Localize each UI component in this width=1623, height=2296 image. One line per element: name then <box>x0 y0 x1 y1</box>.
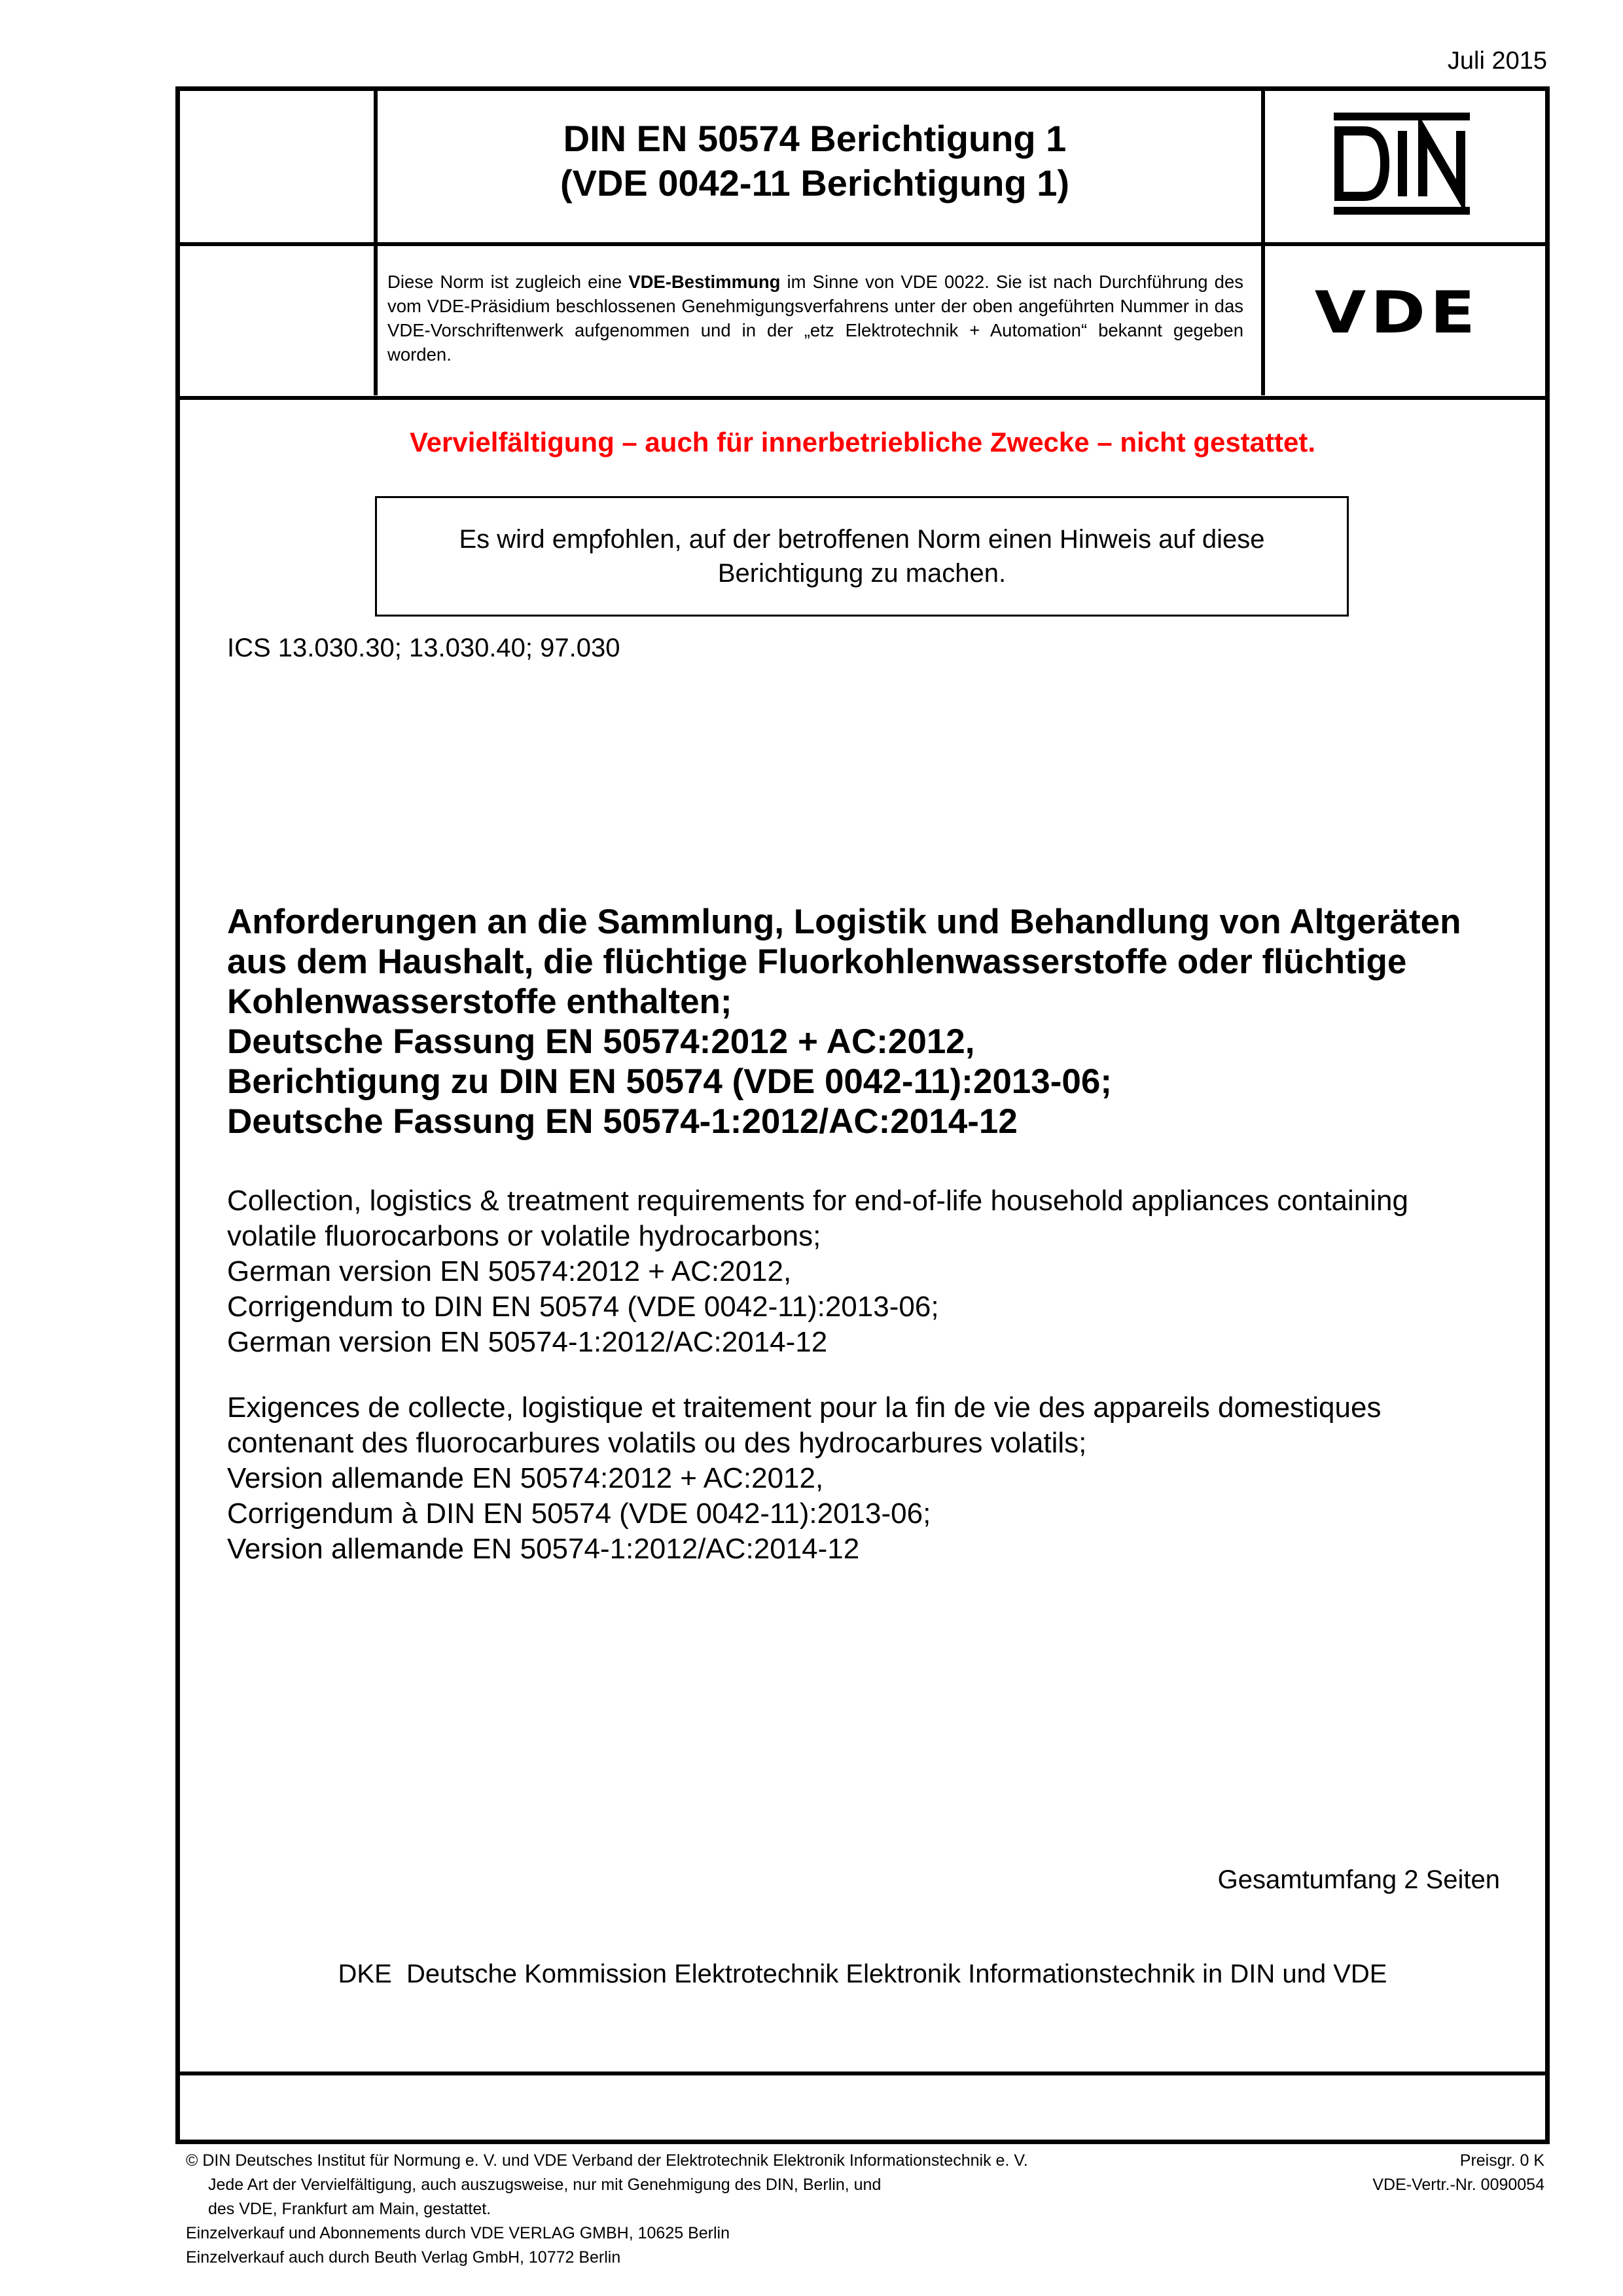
english-title-line: German version EN 50574-1:2012/AC:2014-12 <box>227 1326 828 1358</box>
sales-line: Einzelverkauf auch durch Beuth Verlag GmbH, 10772 Berlin <box>186 2248 621 2267</box>
hint-box <box>375 496 1349 617</box>
vde-distribution-number: VDE-Vertr.-Nr. 0090054 <box>1372 2176 1544 2194</box>
vde-determination-note <box>387 270 1243 367</box>
english-title-line: Corrigendum to DIN EN 50574 (VDE 0042-11):2013-06; <box>227 1291 939 1323</box>
footer-pricing <box>1372 2149 1544 2197</box>
main-title-line: Anforderungen an die Sammlung, Logistik und Behandlung von Altgeräten <box>227 903 1461 941</box>
frame-divider-row2 <box>180 396 1545 400</box>
french-title-line: Version allemande EN 50574-1:2012/AC:2014-12 <box>227 1533 860 1565</box>
main-title-line: aus dem Haushalt, die flüchtige Fluorkohlenwasserstoffe oder flüchtige <box>227 942 1407 981</box>
french-title <box>227 1390 1510 1567</box>
main-title-line: Deutsche Fassung EN 50574:2012 + AC:2012, <box>227 1022 975 1061</box>
rights-line: des VDE, Frankfurt am Main, gestattet. <box>208 2200 491 2218</box>
english-title <box>227 1183 1510 1360</box>
copyright-line: © DIN Deutsches Institut für Normung e. V. und VDE Verband der Elektrotechnik Elektronik Informationstechnik e. V. <box>186 2151 1028 2170</box>
vde-note-bold: VDE-Bestimmung <box>628 272 781 292</box>
din-logo <box>1332 111 1471 216</box>
hint-text: Es wird empfohlen, auf der betroffenen Norm einen Hinweis auf diese Berichtigung zu machen. <box>459 525 1265 588</box>
vde-logo: VDE <box>1314 279 1480 346</box>
french-title-line: contenant des fluorocarbures volatils ou des hydrocarbures volatils; <box>227 1427 1087 1459</box>
rights-line: Jede Art der Vervielfältigung, auch auszugsweise, nur mit Genehmigung des DIN, Berlin, und <box>208 2176 882 2194</box>
copy-warning: Vervielfältigung – auch für innerbetriebliche Zwecke – nicht gestattet. <box>409 427 1316 457</box>
frame-divider-row1 <box>180 242 1545 246</box>
publication-date: Juli 2015 <box>1447 47 1547 75</box>
ics-codes: ICS 13.030.30; 13.030.40; 97.030 <box>227 634 620 662</box>
english-title-line: volatile fluorocarbons or volatile hydrocarbons; <box>227 1220 821 1252</box>
vde-note-text: Diese Norm ist zugleich eine <box>387 272 629 292</box>
french-title-line: Exigences de collecte, logistique et traitement pour la fin de vie des appareils domestiques <box>227 1391 1382 1424</box>
vde-note-text-rest: im Sinne von VDE 0022. Sie ist nach Durchführung des vom VDE-Präsidium beschlossenen Genehmigungsverfahrens unter der oben angeführten Nummer in das VDE-Vorschriftenwerk aufgenommen und in der „etz Elektrotechnik + Automation“ bekannt gegeben worden. <box>387 272 1243 365</box>
main-title <box>227 902 1510 1141</box>
sales-line: Einzelverkauf und Abonnements durch VDE VERLAG GMBH, 10625 Berlin <box>186 2224 730 2242</box>
committee-name: DKE Deutsche Kommission Elektrotechnik Elektronik Informationstechnik in DIN und VDE <box>338 1960 1387 1988</box>
main-title-line: Kohlenwasserstoffe enthalten; <box>227 982 732 1021</box>
frame-divider-bottom <box>180 2072 1545 2075</box>
price-group: Preisgr. 0 K <box>1459 2151 1544 2170</box>
total-pages: Gesamtumfang 2 Seiten <box>1217 1865 1500 1894</box>
english-title-line: German version EN 50574:2012 + AC:2012, <box>227 1255 792 1287</box>
main-title-line: Deutsche Fassung EN 50574-1:2012/AC:2014-12 <box>227 1102 1018 1141</box>
french-title-line: Corrigendum à DIN EN 50574 (VDE 0042-11):2013-06; <box>227 1498 931 1530</box>
main-title-line: Berichtigung zu DIN EN 50574 (VDE 0042-11):2013-06; <box>227 1062 1112 1101</box>
footer-legal <box>186 2149 1028 2270</box>
french-title-line: Version allemande EN 50574:2012 + AC:2012, <box>227 1462 824 1494</box>
document-title-line2: (VDE 0042-11 Berichtigung 1) <box>560 162 1069 204</box>
document-title <box>376 117 1254 206</box>
document-title-line1: DIN EN 50574 Berichtigung 1 <box>563 118 1067 159</box>
english-title-line: Collection, logistics & treatment requirements for end-of-life household appliances containing <box>227 1185 1408 1217</box>
